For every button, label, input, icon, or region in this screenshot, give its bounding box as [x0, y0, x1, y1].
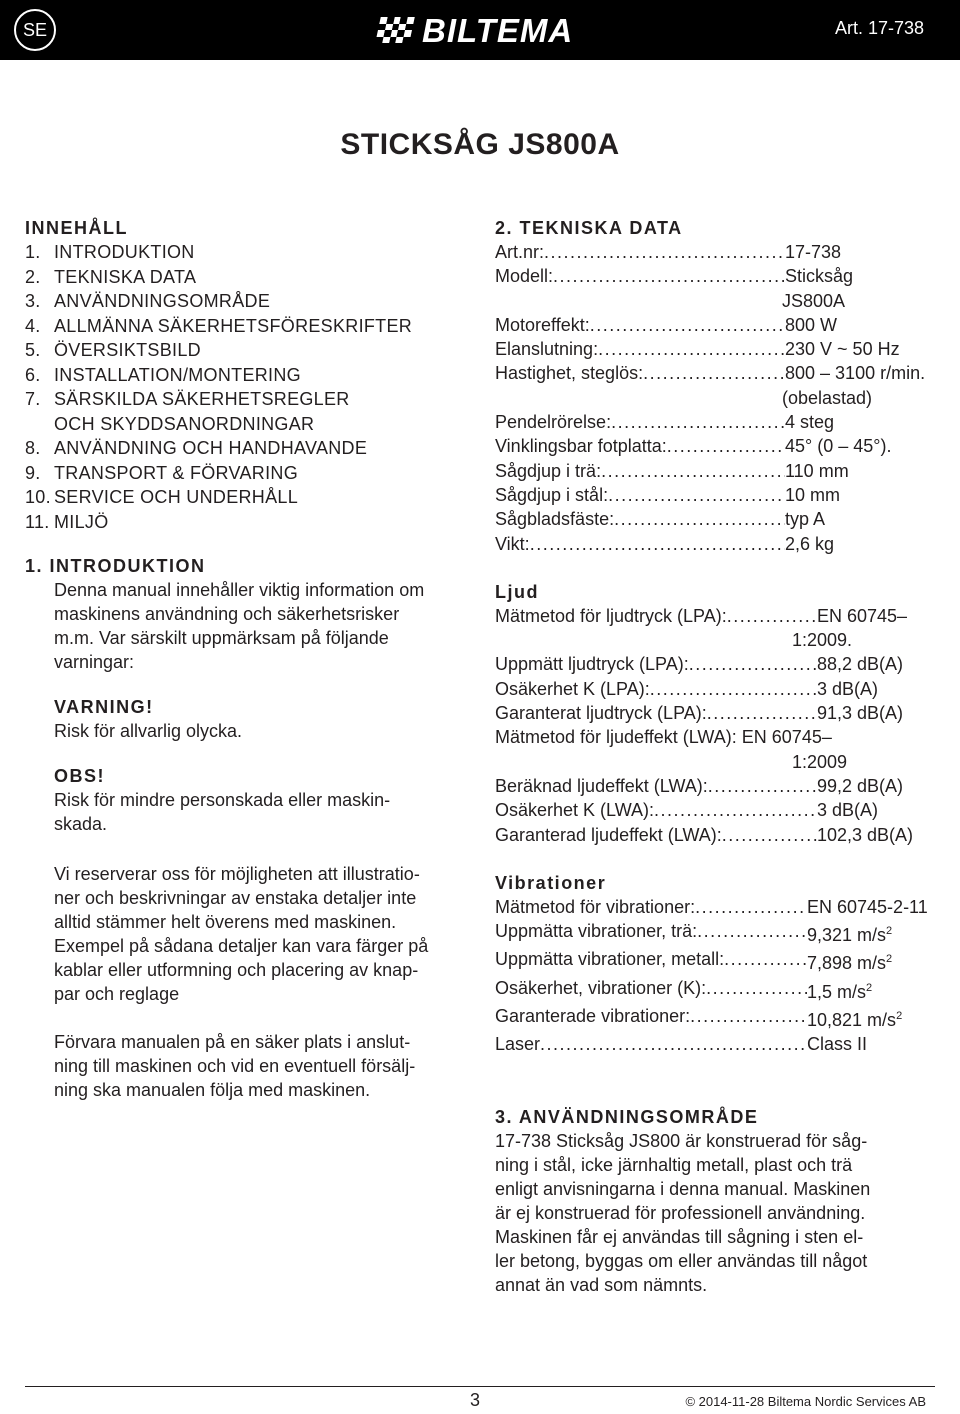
toc-item: 9. TRANSPORT & FÖRVARING [25, 462, 299, 483]
spec-row: Pendelrörelse: ..... 4 steg [495, 410, 935, 434]
obs-heading: OBS! [54, 766, 105, 786]
spec-row: Modell: ..... Sticksåg [495, 264, 935, 288]
spec-row: Vinklingsbar fotplatta: ..... 45° (0 – 45°). [495, 434, 935, 458]
spec-row: Garanterad ljudeffekt (LWA): ..... 102,3 dB(A) [495, 823, 935, 847]
language-badge: SE [14, 9, 56, 51]
spec-row: Uppmätt ljudtryck (LPA): ..... 88,2 dB(A) [495, 652, 935, 676]
spec-row: Mätmetod för ljudeffekt (LWA): EN 60745– [495, 727, 832, 748]
spec-row: Motoreffekt: ..... 800 W [495, 313, 935, 337]
intro-heading: 1. INTRODUKTION [25, 556, 206, 576]
page-title: STICKSÅG JS800A [340, 128, 620, 161]
vibration-heading: Vibrationer [495, 872, 607, 893]
warning-text: Risk för allvarlig olycka. [54, 721, 243, 741]
brand-name: BILTEMA [422, 11, 574, 49]
usage-heading: 3. ANVÄNDNINGSOMRÅDE [495, 1106, 759, 1127]
biltema-logo [378, 10, 573, 50]
spec-row: Uppmätta vibrationer, trä: ..... 9,321 $m/s^2$ [495, 919, 935, 947]
spec-row: Art.nr: ..... 17-738 [495, 240, 935, 264]
toc-item: 10. SERVICE OCH UNDERHÅLL [25, 487, 299, 507]
warning-heading: VARNING! [54, 697, 154, 717]
spec-row: Osäkerhet, vibrationer (K): ..... 1,5 $m/s^2$ [495, 976, 935, 1004]
intro-text: Denna manual innehåller viktig information om maskinens användning och säkerhetsrisker m.m. Var särskilt uppmärksam på följande varningar: VARNING! Risk för allvarlig olycka. OBS! Risk för mindre personskada eller maskin- skada. [25, 578, 475, 836]
toc-item-continued: OCH SKYDDSANORDNINGAR [54, 413, 315, 434]
spec-row: Sågdjup i trä: ..... 110 mm [495, 459, 935, 483]
vibration-specs [495, 895, 935, 1057]
tech-specs: Art.nr: ..... 17-738 Modell: ..... Sticksåg JS800A Motoreffekt: ..... 800 W Elanslutning: ..... 230 V ~ 50 Hz Hastighet, steglös: ..... 800 – 3100 r/min. (obelastad) Pendelrörelse: ..... 4 steg Vinklingsbar fotplatta: ..... 45° (0 – 45°). Sågdjup i trä: ..... 110 mm Sågdjup i stål: ..... 10 mm Sågbladsfäste: ..... typ A Vikt: ..... 2,6 kg [495, 240, 935, 556]
sound-heading: Ljud [495, 581, 539, 602]
spec-row: Sågdjup i stål: ..... 10 mm [495, 483, 935, 507]
spec-row: Osäkerhet K (LPA): ..... 3 dB(A) [495, 677, 935, 701]
left-column [25, 216, 475, 1102]
toc-heading: INNEHÅLL [25, 218, 128, 238]
toc-item: 2. TEKNISKA DATA [25, 266, 197, 287]
table-of-contents [25, 240, 475, 534]
spec-row: Osäkerhet K (LWA): ..... 3 dB(A) [495, 798, 935, 822]
spec-row: Sågbladsfäste: ..... typ A [495, 507, 935, 531]
right-column [495, 216, 935, 1297]
spec-row: Mätmetod för vibrationer: ..... EN 60745-2-11 [495, 895, 935, 919]
toc-item: 7. SÄRSKILDA SÄKERHETSREGLER [25, 389, 350, 409]
header-bar [0, 0, 960, 60]
toc-item: 11. MILJÖ [25, 511, 109, 532]
copyright: © 2014-11-28 Biltema Nordic Services AB [685, 1394, 926, 1409]
usage-text: 17-738 Sticksåg JS800 är konstruerad för såg- ning i stål, icke järnhaltig metall, plast och trä enligt anvisningarna i denna manual. Maskinen är ej konstruerad för professionell användning. Maskinen får ej användas till sågning i sten el- ler betong, byggas om eller användas till något annat än vad som nämnts. [495, 1130, 871, 1295]
toc-item: 1. INTRODUKTION [25, 242, 195, 262]
spec-row: Beräknad ljudeffekt (LWA): ..... 99,2 dB(A) [495, 774, 935, 798]
spec-row: Mätmetod för ljudtryck (LPA): ..... EN 60745– [495, 604, 935, 628]
spec-row: Uppmätta vibrationer, metall: ..... 7,898 $m/s^2$ [495, 947, 935, 975]
tech-heading: 2. TEKNISKA DATA [495, 218, 683, 238]
toc-item: 3. ANVÄNDNINGSOMRÅDE [25, 291, 271, 311]
spec-row: Elanslutning: ..... 230 V ~ 50 Hz [495, 337, 935, 361]
disclaimer: Vi reserverar oss för möjligheten att illustratio- ner och beskrivningar av enstaka detaljer inte alltid stämmer helt överens med maskinen. Exempel på sådana detaljer kan vara färger på kablar eller utformning och placering av knap- par och reglage Förvara manualen på en säker plats i anslut- ning till maskinen och vid en eventuell försälj- ning ska manualen följa med maskinen. [54, 864, 429, 1100]
toc-item: 5. ÖVERSIKTSBILD [25, 340, 201, 360]
spec-row: Vikt: ..... 2,6 kg [495, 532, 935, 556]
sound-specs: Mätmetod för ljudtryck (LPA): ..... EN 60745– 1:2009. Uppmätt ljudtryck (LPA): ..... 88,2 dB(A) Osäkerhet K (LPA): ..... 3 dB(A) Garanterat ljudtryck (LPA): ..... 91,3 dB(A) Mätmetod för ljudeffekt (LWA): EN 60745– 1:2009 Beräknad ljudeffekt (LWA): ..... 99,2 dB(A) Osäkerhet K (LWA): ..... 3 dB(A) Garanterad ljudeffekt (LWA): ..... 102,3 dB(A) [495, 604, 935, 847]
checkered-flag-icon [375, 17, 415, 43]
page-number: 3 [470, 1390, 481, 1410]
toc-item: 8. ANVÄNDNING OCH HANDHAVANDE [25, 438, 368, 458]
footer-divider [25, 1386, 935, 1387]
spec-row: Laser ..... Class II [495, 1032, 935, 1056]
spec-row: Hastighet, steglös: ..... 800 – 3100 r/min. [495, 361, 935, 385]
spec-row: Garanterade vibrationer: ..... 10,821 $m/s^2$ [495, 1004, 935, 1032]
article-number: Art. 17-738 [834, 18, 924, 38]
obs-text: Risk för mindre personskada eller maskin- [54, 790, 391, 810]
toc-item: 4. ALLMÄNNA SÄKERHETSFÖRESKRIFTER [25, 315, 413, 336]
spec-row: Garanterat ljudtryck (LPA): ..... 91,3 dB(A) [495, 701, 935, 725]
toc-item: 6. INSTALLATION/MONTERING [25, 364, 301, 385]
